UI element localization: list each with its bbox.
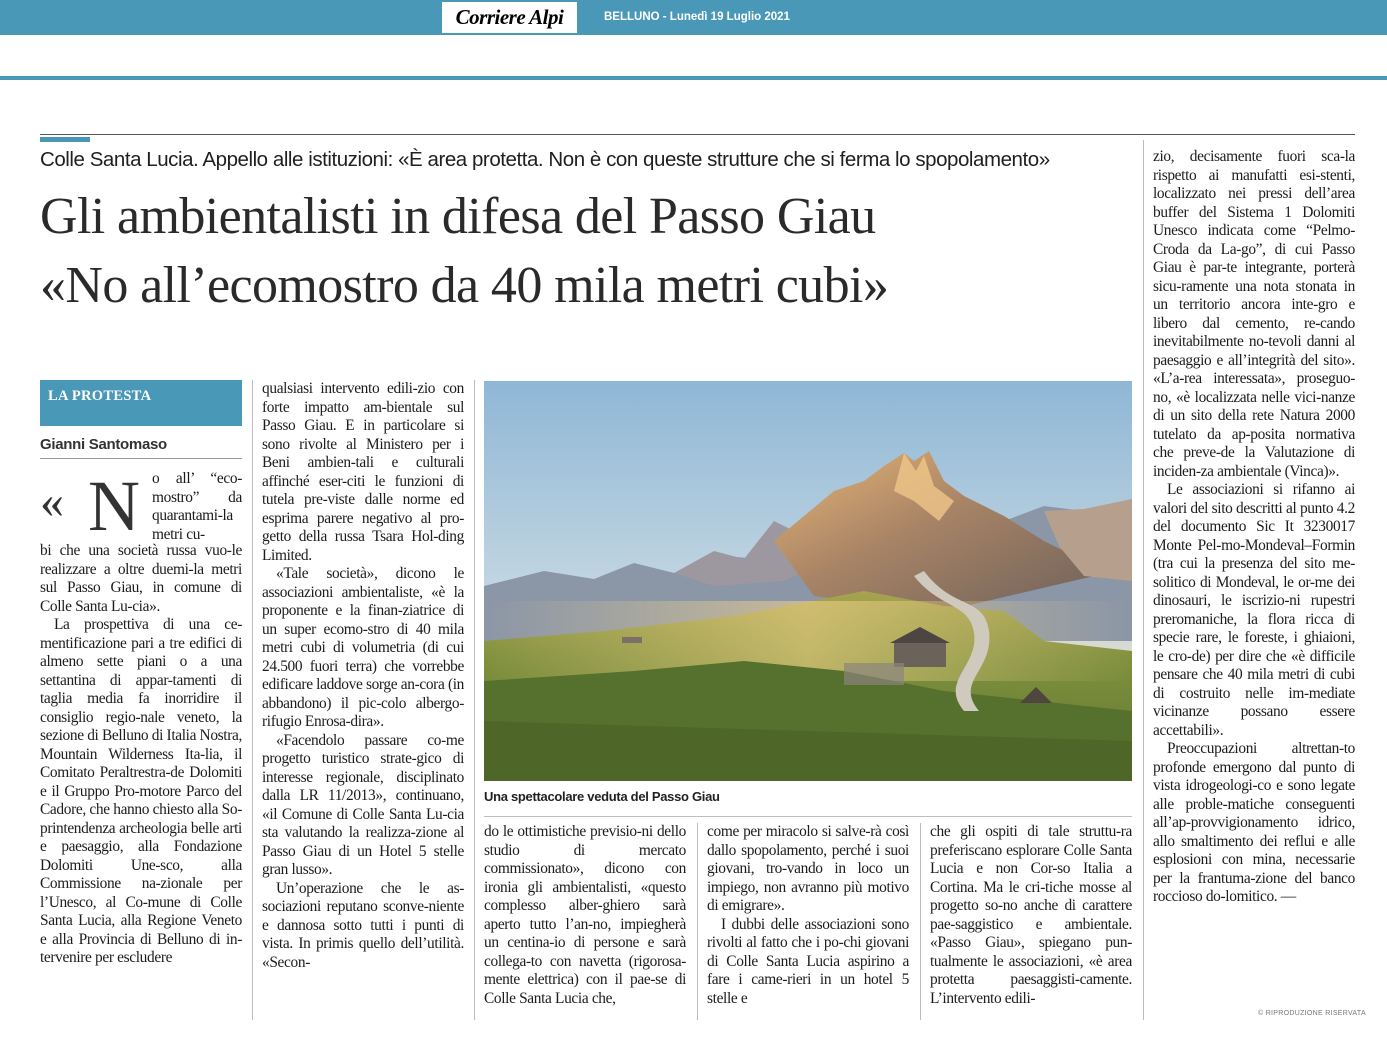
headline-line-2: «No all’ecomostro da 40 mila metri cubi»	[40, 257, 889, 314]
paragraph: Le associazioni si rifanno ai valori del sito descritti al punto 4.2 del documento Sic It 3230017 Monte Pel-mo-Mondeval–Formin (tra cui la presenza del sito me-solitico di Mondeval, le or-me dei dinosauri, le iscrizio-ni rupestri preromaniche, la flora ricca di specie rare, le foreste, i ghiaioni, le cro-de) per dire che «è difficile pensare che 40 mila metri di cubi di costruito nelle im-mediate vicinanze possano essere accettabili».	[1153, 481, 1355, 739]
column-divider	[252, 380, 253, 1020]
headline-line-1: Gli ambientalisti in difesa del Passo Giau	[40, 188, 876, 245]
newspaper-logo[interactable]: Corriere Alpi	[442, 2, 577, 33]
photo-caption: Una spettacolare veduta del Passo Giau	[484, 789, 720, 804]
column-5	[930, 823, 1132, 1008]
copyright-notice: © RIPRODUZIONE RISERVATA	[1258, 1010, 1366, 1017]
paragraph: «Tale società», dicono le associazioni ambientaliste, «è la proponente e la finan-ziatrice di un super ecomo-stro di 40 mila metri cubi di volumetria (di cui 24.500 fuori terra) che vorrebbe edificare laddove sorge an-cora (in abbandono) il pic-colo albergo-rifugio Enrosa-dira».	[262, 565, 464, 730]
paragraph: come per miracolo si salve-rà così dallo spopolamento, perché i suoi giovani, tro-vando in loco un impiego, non avranno più motivo di emigrare».	[707, 823, 909, 914]
paragraph: Preoccupazioni altrettan-to profonde emergono dal punto di vista idrogeologi-co e sono legate alle proble-matiche conseguenti all’ap-provvigionamento idrico, allo smaltimento dei reflui e alle esplosioni con mina, necessarie per la frantuma-zione del banco roccioso do-lomitico. —	[1153, 740, 1355, 905]
paragraph: zio, decisamente fuori sca-la rispetto ai manufatti esi-stenti, localizzato nei pressi dell’area buffer del Sistema 1 Dolomiti Unesco indicata come “Pelmo-Croda da La-go”, di cui Passo Giau è par-te integrante, porterà sicu-ramente una nota stonata in un territorio ancora inte-gro e libero dal cemento, re-cando inevitabilmente no-tevoli danni al paesaggio e all’integrità del sito». «L’a-rea interessata», proseguo-no, «è localizzata nelle vici-nanze di un sito della rete Natura 2000 tutelato da ap-posita normativa che preve-de la Valutazione di inciden-za ambientale (Vinca)».	[1153, 148, 1355, 480]
paragraph: Un’operazione che le as-sociazioni reputano sconve-niente e dannosa sotto tutti i punti di vista. In primis quello dell’utilità. «Secon-	[262, 879, 464, 971]
section-tag: LA PROTESTA	[40, 380, 242, 426]
column-divider	[697, 823, 698, 1020]
dropcap-letter: N	[88, 466, 140, 546]
column-divider	[1143, 140, 1144, 1020]
column-4	[707, 823, 909, 1008]
column-2	[262, 380, 464, 972]
paragraph: La prospettiva di una ce-mentificazione pari a tre edifici di almeno sette piani o a una settantina di appar-tamenti di taglia media fa inorridire il consiglio regio-nale veneto, la sezione di Belluno di Italia Nostra, Mountain Wilderness Ita-lia, il Comitato Peraltrestra-de Dolomiti e il Gruppo Pro-motore Parco del Cadore, che hanno chiesto alla So-printendenza archeologia belle arti e paesaggio, alla Fondazione Dolomiti Une-sco, alla Commissione na-zionale per l’Unesco, al Co-mune di Colle Santa Lucia, alla Regione Veneto e alla Provincia di Belluno di in-tervenire per escludere	[40, 616, 242, 966]
column-divider	[474, 380, 475, 1020]
lead-first-lines: o all’ “eco-mostro” da quarantami-la metri cu-	[152, 470, 242, 543]
byline-rule	[40, 458, 242, 459]
paragraph: «Facendolo passare co-me progetto turistico strate-gico di interesse regionale, disciplinato dalla LR 11/2013», continuano, «il Comune di Colle Santa Lu-cia sta valutando la realizza-zione al Passo Giau di un Hotel 5 stelle gran lusso».	[262, 731, 464, 878]
column-3	[484, 823, 686, 1008]
column-6	[1153, 148, 1355, 907]
edition-date: BELLUNO - Lunedì 19 Luglio 2021	[604, 11, 790, 23]
top-rule	[40, 134, 1355, 135]
article-kicker: Colle Santa Lucia. Appello alle istituzioni: «È area protetta. Non è con queste strutture che si ferma lo spopolamento»	[40, 148, 1050, 171]
author-byline: Gianni Santomaso	[40, 436, 167, 453]
paragraph: bi che una società russa vuo-le realizzare a oltre duemi-la metri sul Passo Giau, in comune di Colle Santa Lu-cia».	[40, 542, 242, 615]
caption-rule	[484, 816, 1132, 817]
column-1	[40, 542, 242, 968]
paragraph: qualsiasi intervento edili-zio con forte impatto am-bientale sul Passo Giau. E in particolare si sono rivolte al Ministero per i Beni ambien-tali e culturali affinché eser-citi le funzioni di tutela pre-viste dalle norme ed esprima parere negativo al pro-getto della russa Tsara Hol-ding Limited.	[262, 380, 464, 564]
paragraph: che gli ospiti di tale struttu-ra preferiscano esplorare Colle Santa Lucia e non Cor-so Italia a Cortina. Ma le cri-tiche mosse al progetto so-no anche di carattere pae-saggistico e ambientale. «Passo Giau», spiegano pun-tualmente le associazioni, «è area protetta paesaggisti-camente. L’intervento edili-	[930, 823, 1132, 1007]
paragraph: I dubbi delle associazioni sono rivolti al fatto che i po-chi giovani di Colle Santa Lucia aspirino a fare i came-rieri in un hotel 5 stelle e	[707, 915, 909, 1007]
column-divider	[920, 823, 921, 1020]
dropcap-quote: «	[40, 475, 64, 528]
accent-rule	[40, 137, 90, 142]
passo-giau-photo	[484, 381, 1132, 781]
paragraph: do le ottimistiche previsio-ni dello studio di mercato commissionato», dicono con ironia gli ambientalisti, «questo complesso alber-ghiero sarà aperto tutto l’an-no, impiegherà un centina-io di persone e sarà collega-to con navetta (rigorosa-mente elettrica) con il pae-se di Colle Santa Lucia che,	[484, 823, 686, 1007]
